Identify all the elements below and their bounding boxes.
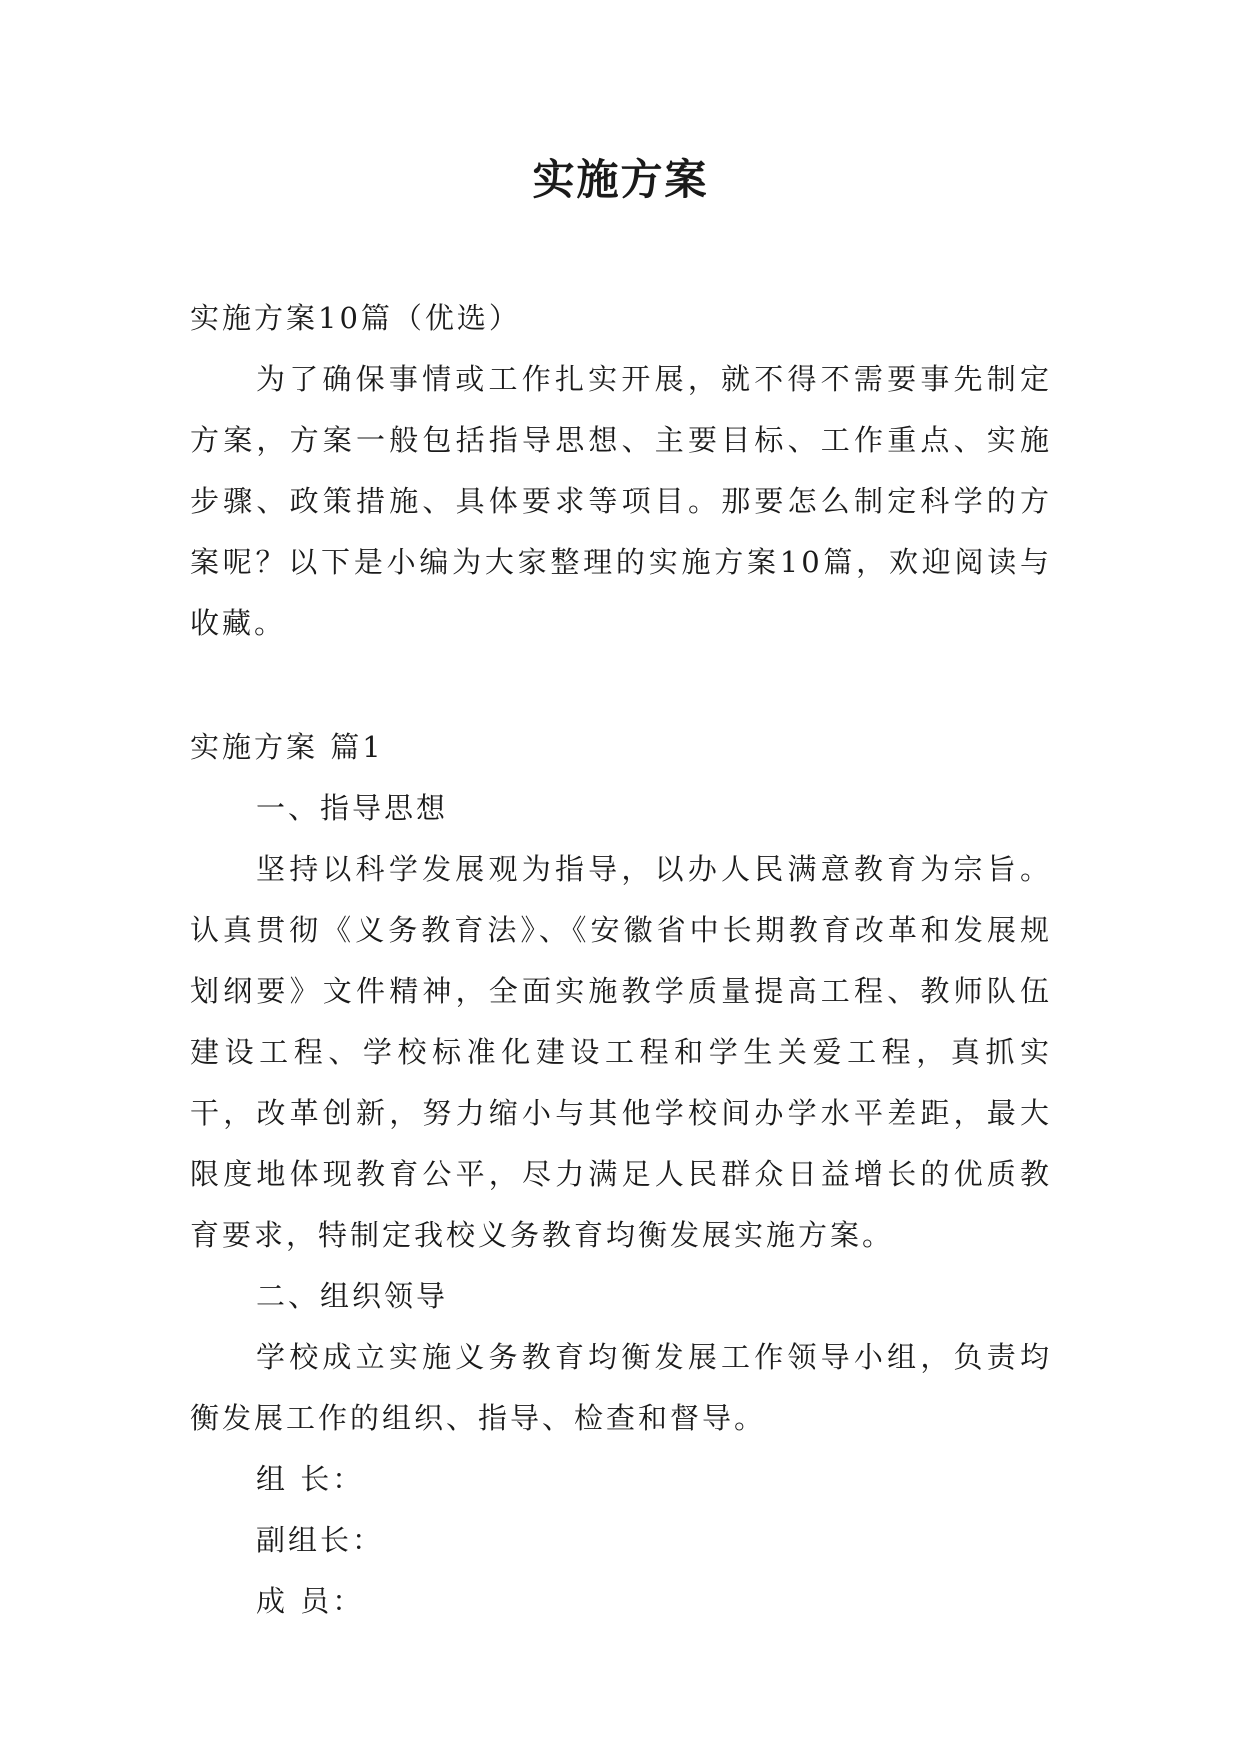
heading-guiding-ideology: 一、指导思想 <box>256 791 449 825</box>
paragraph-guiding-ideology: 坚持以科学发展观为指导，以办人民满意教育为宗旨。认真贯彻《义务教育法》、《安徽省中长期教育改革和发展规划纲要》文件精神，全面实施教学质量提高工程、教师队伍建设工程、学校标准化建设工程和学生关爱工程，真抓实干，改革创新，努力缩小与其他学校间办学水平差距，最大限度地体现教育公平，尽力满足人民群众日益增长的优质教育要求，特制定我校义务教育均衡发展实施方案。 <box>190 852 1052 1252</box>
section-spacer <box>190 654 1052 717</box>
role-members: 成 员： <box>256 1584 365 1618</box>
intro-paragraph: 为了确保事情或工作扎实开展，就不得不需要事先制定方案，方案一般包括指导思想、主要目标、工作重点、实施步骤、政策措施、具体要求等项目。那要怎么制定科学的方案呢？以下是小编为大家整理的实施方案10篇，欢迎阅读与收藏。 <box>190 362 1052 640</box>
document-title: 实施方案 <box>532 155 709 204</box>
section-title: 实施方案 篇1 <box>190 730 384 764</box>
role-leader: 组 长： <box>256 1462 365 1496</box>
role-deputy-leader: 副组长： <box>256 1523 385 1557</box>
document-subtitle: 实施方案10篇（优选） <box>190 301 521 335</box>
paragraph-organization: 学校成立实施义务教育均衡发展工作领导小组，负责均衡发展工作的组织、指导、检查和督导。 <box>190 1340 1052 1435</box>
heading-organization: 二、组织领导 <box>256 1279 449 1313</box>
document-body <box>190 288 1052 1632</box>
